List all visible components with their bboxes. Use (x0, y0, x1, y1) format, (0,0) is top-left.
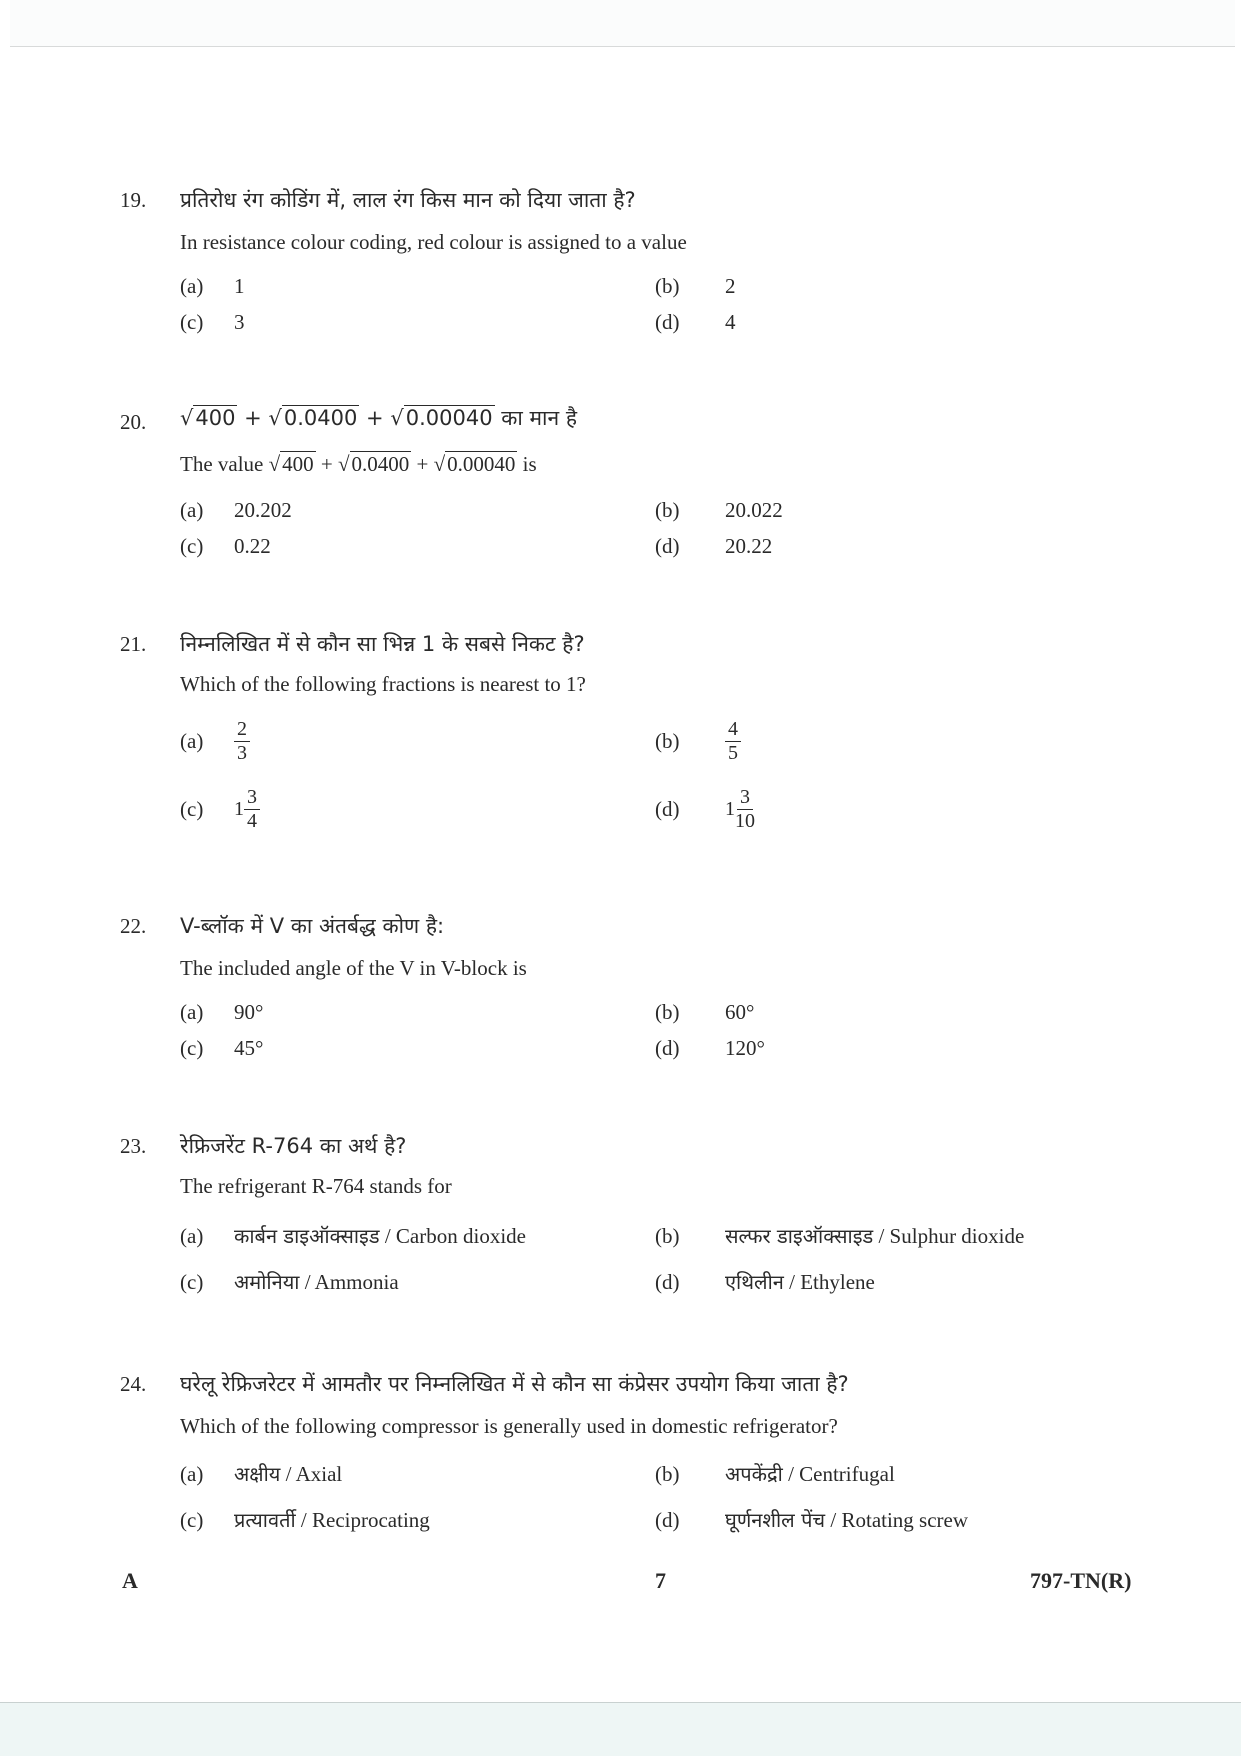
option-b: (b) $\frac{4}{5}$ (655, 718, 741, 765)
option-a (180, 274, 245, 299)
option-b: (b) 60° (655, 1000, 755, 1024)
question-text-hindi: रेफ्रिजरेंट R-764 का अर्थ है? (180, 1134, 407, 1158)
option-a: (a) $\frac{2}{3}$ (180, 718, 250, 765)
scan-bottom-edge (0, 1702, 1241, 1756)
question-text-english: The refrigerant R-764 stands for (180, 1174, 452, 1198)
option-value: 3 (234, 310, 245, 334)
fraction: $\frac{3}{10}$ (735, 786, 755, 832)
option-b: (b) अपकेंद्री / Centrifugal (655, 1462, 895, 1486)
option-a: (a) अक्षीय / Axial (180, 1462, 343, 1486)
sqrt-expression: √0.00040 (433, 452, 516, 476)
question-text-english: In resistance colour coding, red colour is assigned to a value (180, 230, 687, 254)
question-number: 23. (120, 1134, 147, 1158)
question-number: 19. (120, 188, 147, 212)
question-number: 24. (120, 1372, 147, 1396)
question-number: 21. (120, 632, 147, 656)
option-c: (c) प्रत्यावर्ती / Reciprocating (180, 1508, 430, 1532)
option-d: (d) 120° (655, 1036, 765, 1060)
sqrt-expression: √0.00040 (390, 406, 493, 430)
option-value: 4 (725, 310, 736, 334)
paper-code: 797-TN(R) (1030, 1568, 1132, 1593)
option-b: (b) 20.022 (655, 498, 783, 522)
fraction: $\frac{2}{3}$ (234, 718, 250, 765)
option-d (655, 310, 736, 335)
sqrt-expression: √400 (268, 452, 314, 476)
option-d: (d) एथिलीन / Ethylene (655, 1270, 875, 1294)
option-a: (a) कार्बन डाइऑक्साइड / Carbon dioxide (180, 1224, 526, 1248)
option-value: 2 (725, 274, 736, 298)
sqrt-expression: √400 (180, 406, 236, 430)
fraction: $\frac{4}{5}$ (725, 718, 741, 765)
question-text-english: The value √400 + √0.0400 + √0.00040 is (180, 452, 537, 476)
question-text-hindi: घरेलू रेफ्रिजरेटर में आमतौर पर निम्नलिखित में से कौन सा कंप्रेसर उपयोग किया जाता है? (180, 1372, 849, 1396)
option-b (655, 274, 736, 299)
fraction: $\frac{3}{4}$ (244, 786, 260, 833)
option-label: (c) (180, 310, 204, 334)
question-text-hindi: प्रतिरोध रंग कोडिंग में, लाल रंग किस मान को दिया जाता है? (180, 188, 636, 212)
page-number: 7 (655, 1568, 666, 1593)
option-a: (a) 90° (180, 1000, 264, 1024)
option-d: (d) घूर्णनशील पेंच / Rotating screw (655, 1508, 969, 1532)
option-c: (c) 45° (180, 1036, 264, 1060)
option-d: (d) 20.22 (655, 534, 773, 558)
question-text-hindi: V-ब्लॉक में V का अंतर्बद्ध कोण है: (180, 914, 445, 938)
question-text-english: Which of the following compressor is generally used in domestic refrigerator? (180, 1414, 838, 1438)
option-a: (a) 20.202 (180, 498, 292, 522)
question-number: 20. (120, 410, 147, 434)
option-label: (b) (655, 274, 680, 298)
option-label: (d) (655, 310, 680, 334)
sqrt-expression: √0.0400 (268, 406, 358, 430)
option-c: (c) 1 $\frac{3}{4}$ (180, 786, 260, 833)
option-c: (c) 0.22 (180, 534, 271, 558)
option-d: (d) 1 $\frac{3}{10}$ (655, 786, 755, 832)
option-b: (b) सल्फर डाइऑक्साइड / Sulphur dioxide (655, 1224, 1025, 1248)
question-text-hindi: निम्नलिखित में से कौन सा भिन्न 1 के सबसे निकट है? (180, 632, 585, 656)
question-number: 22. (120, 914, 147, 938)
question-text-english: Which of the following fractions is nearest to 1? (180, 672, 586, 696)
option-label: (a) (180, 274, 204, 298)
question-text-english: The included angle of the V in V-block is (180, 956, 527, 980)
question-text-hindi: √400 + √0.0400 + √0.00040 का मान है (180, 406, 577, 430)
option-value: 1 (234, 274, 245, 298)
option-c: (c) अमोनिया / Ammonia (180, 1270, 399, 1294)
sqrt-expression: √0.0400 (338, 452, 410, 476)
series-letter: A (122, 1568, 138, 1593)
option-c (180, 310, 245, 335)
scan-top-edge (10, 0, 1235, 47)
